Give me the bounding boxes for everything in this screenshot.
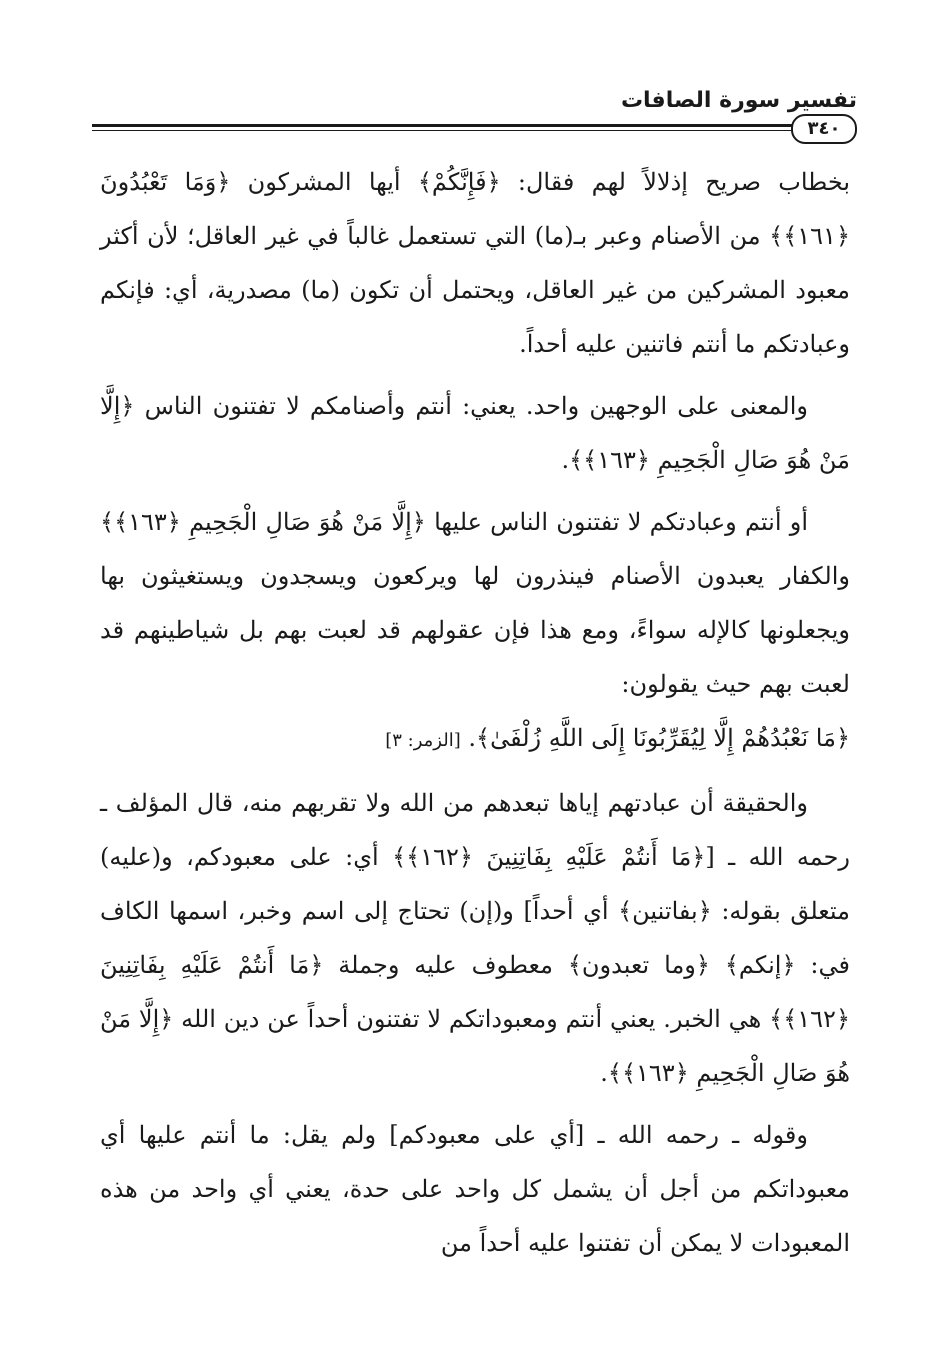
paragraph: والحقيقة أن عبادتهم إياها تبعدهم من الله ولا تقربهم منه، قال المؤلف ـ رحمه الله ـ [﴿مَا أَنتُمْ عَلَيْهِ بِفَاتِنِينَ ﴿١٦٢﴾﴾ أي: على معبودكم، و(عليه) متعلق بقوله: ﴿بفاتنين﴾ أي أحداً] و(إن) تحتاج إلى اسم وخبر، اسمها الكاف في: ﴿إنكم﴾ ﴿وما تعبدون﴾ معطوف عليه وجملة ﴿مَا أَنتُمْ عَلَيْهِ بِفَاتِنِينَ ﴿١٦٢﴾﴾ هي الخبر. يعني أنتم ومعبوداتكم لا تفتنون أحداً عن دين الله ﴿إِلَّا مَنْ هُوَ صَالِ الْجَحِيمِ ﴿١٦٣﴾﴾. (100, 789, 850, 1087)
header-rule-thin (92, 130, 797, 131)
page-number: ٣٤٠ (791, 114, 857, 144)
paragraph: وقوله ـ رحمه الله ـ [أي على معبودكم] ولم يقل: ما أنتم عليها أي معبوداتكم من أجل أن يشمل كل واحد على حدة، يعني أي واحد من هذه المعبودات لا يمكن أن تفتنوا عليه أحداً من (100, 1121, 850, 1257)
quran-quote: ﴿مَا نَعْبُدُهُمْ إِلَّا لِيُقَرِّبُونَا إِلَى اللَّهِ زُلْفَىٰ﴾. (468, 724, 850, 752)
surah-citation: [الزمر: ٣] (385, 730, 461, 751)
paragraph-text: أو أنتم وعبادتكم لا تفتنون الناس عليها ﴿إِلَّا مَنْ هُوَ صَالِ الْجَحِيمِ ﴿١٦٣﴾﴾ والكفار يعبدون الأصنام فينذرون لها ويركعون ويسجدون ويستغيثون بها ويجعلونها كالإله سواءً، ومع هذا فإن عقولهم قد لعبت بهم بل شياطينهم قد لعبت بهم حيث يقولون: (100, 508, 850, 698)
paragraph: والمعنى على الوجهين واحد. يعني: أنتم وأصنامكم لا تفتنون الناس ﴿إِلَّا مَنْ هُوَ صَالِ الْجَحِيمِ ﴿١٦٣﴾﴾. (100, 392, 850, 474)
paragraph: بخطاب صريح إذلالاً لهم فقال: ﴿فَإِنَّكُمْ﴾ أيها المشركون ﴿وَمَا تَعْبُدُونَ ﴿١٦١﴾﴾ من الأصنام وعبر بـ(ما) التي تستعمل غالباً في غير العاقل؛ لأن أكثر معبود المشركين من غير العاقل، ويحتمل أن تكون (ما) مصدرية، أي: فإنكم وعبادتكم ما أنتم فاتنين عليه أحداً. (100, 168, 850, 358)
page-header (92, 84, 857, 144)
page-header-title: تفسير سورة الصافات (620, 88, 857, 113)
paragraph (100, 495, 850, 768)
header-rule (92, 124, 797, 127)
body-text (100, 155, 850, 1278)
